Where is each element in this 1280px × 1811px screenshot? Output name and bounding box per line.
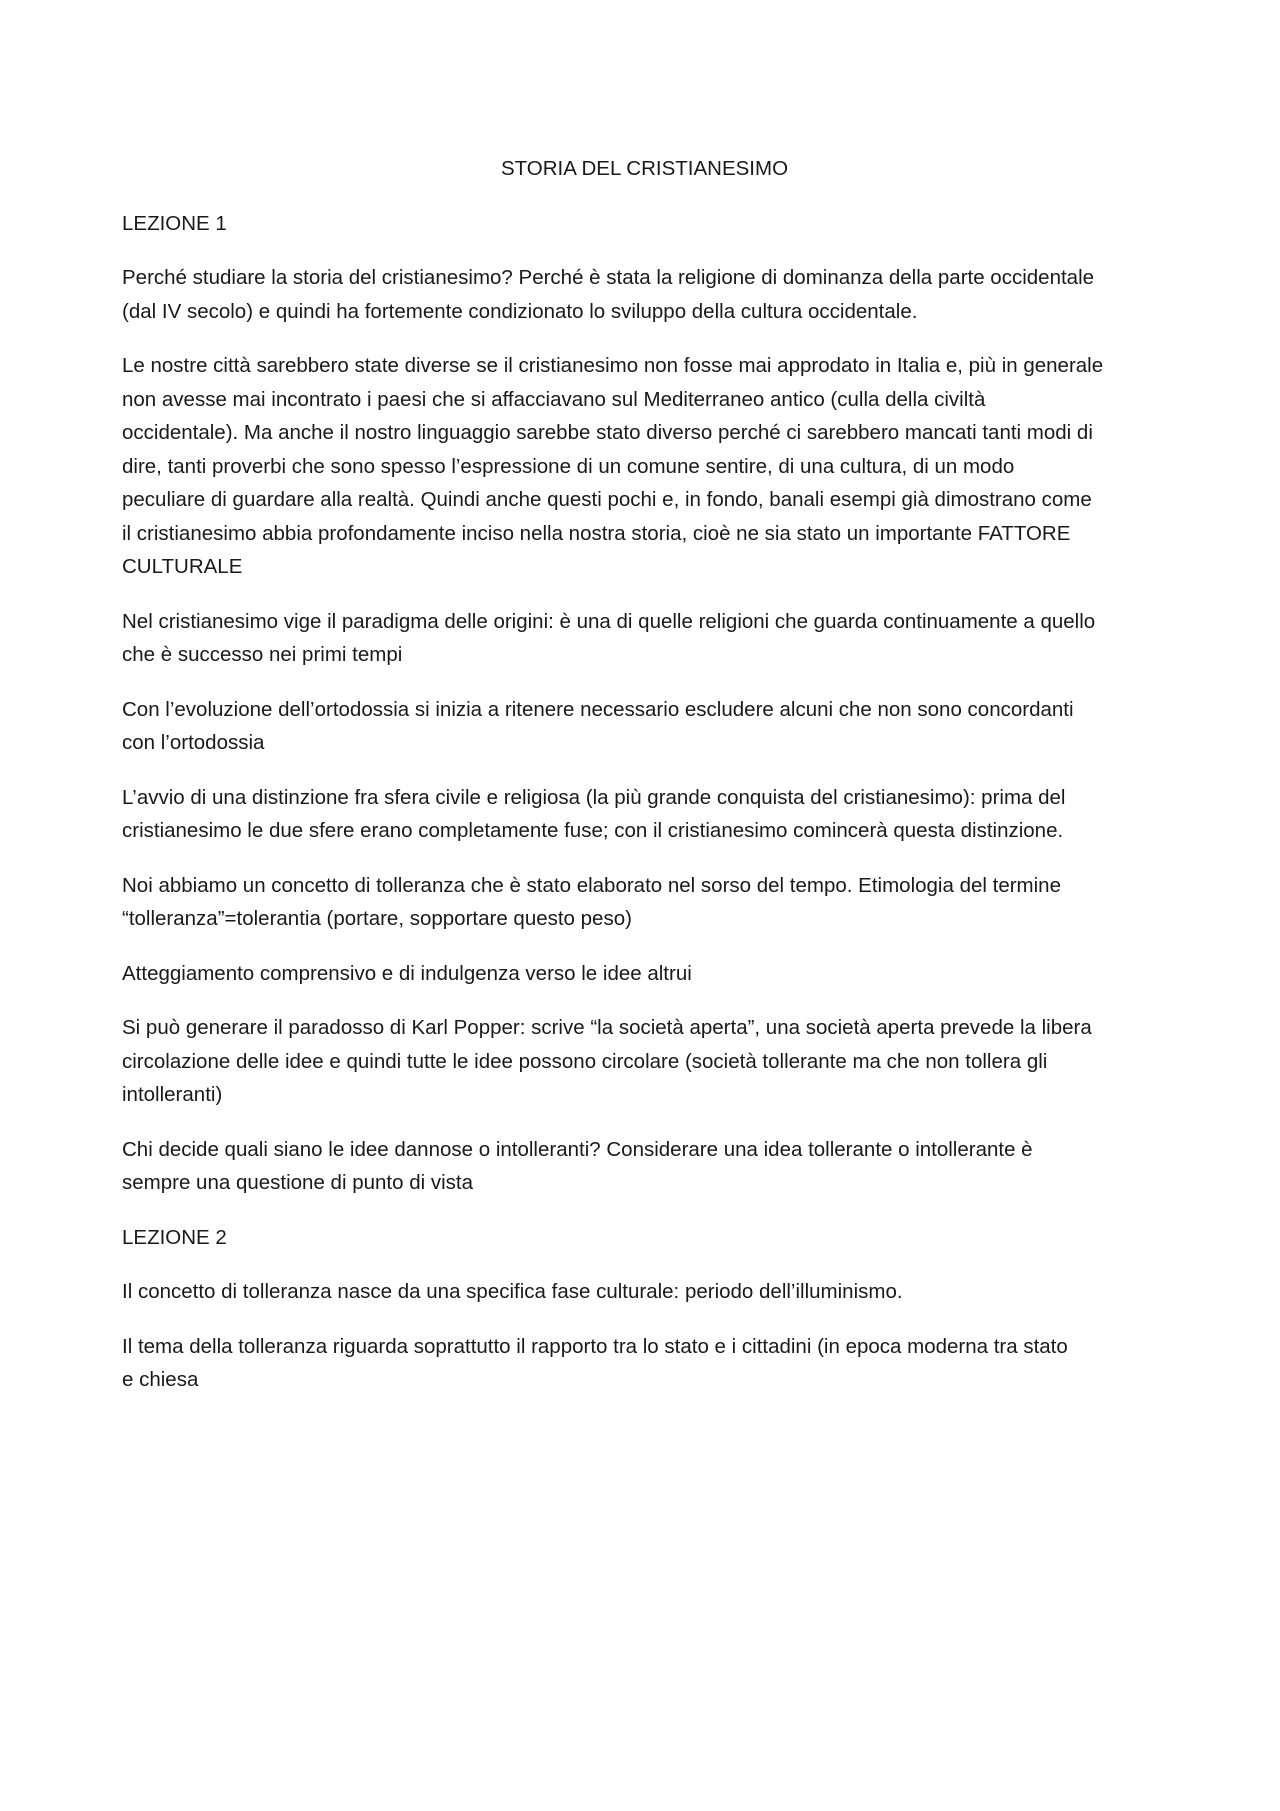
text-line: Chi decide quali siano le idee dannose o intolleranti? Considerare una idea tollerante o intollerante è: [122, 1137, 1033, 1161]
text-line: L’avvio di una distinzione fra sfera civile e religiosa (la più grande conquista del cristianesimo): prima del: [122, 785, 1066, 809]
text-line: Perché studiare la storia del cristianesimo? Perché è stata la religione di dominanza della parte occidentale: [122, 266, 1095, 289]
text-line: “tolleranza”=tolerantia (portare, sopportare questo peso): [122, 907, 632, 930]
text-line: non avesse mai incontrato i paesi che si affacciavano sul Mediterraneo antico (culla della civiltà: [122, 387, 986, 411]
text-line: sempre una questione di punto di vista: [122, 1171, 474, 1194]
text-line: Con l’evoluzione dell’ortodossia si inizia a ritenere necessario escludere alcuni che non sono concordanti: [122, 697, 1074, 721]
lesson-heading: [122, 1221, 1167, 1255]
text-line: CULTURALE: [122, 555, 243, 578]
text-line: LEZIONE 2: [122, 1225, 227, 1249]
document-title: STORIA DEL CRISTIANESIMO: [500, 157, 789, 180]
text-line: (dal IV secolo) e quindi ha fortemente condizionato lo sviluppo della cultura occidentale.: [122, 299, 918, 323]
paragraph: [122, 1133, 1167, 1200]
paragraph: [122, 1330, 1167, 1397]
text-line: Nel cristianesimo vige il paradigma delle origini: è una di quelle religioni che guarda continuamente a quello: [122, 609, 1096, 633]
paragraph: [122, 349, 1167, 584]
text-line: circolazione delle idee e quindi tutte le idee possono circolare (società tollerante ma che non tollera gli: [122, 1049, 1048, 1073]
text-line: cristianesimo le due sfere erano completamente fuse; con il cristianesimo comincerà questa distinzione.: [122, 819, 1064, 842]
text-line: dire, tanti proverbi che sono spesso l’espressione di un comune sentire, di una cultura, di un modo: [122, 454, 1015, 478]
text-line: Le nostre città sarebbero state diverse se il cristianesimo non fosse mai approdato in Italia e, più in generale: [122, 354, 1104, 377]
paragraph: [122, 261, 1167, 328]
text-line: LEZIONE 1: [122, 211, 227, 235]
paragraph: [122, 1275, 1167, 1309]
document-body: [122, 152, 1167, 1418]
paragraph-list: [122, 207, 1167, 1397]
text-line: il cristianesimo abbia profondamente inciso nella nostra storia, cioè ne sia stato un importante FATTORE: [122, 521, 1071, 545]
paragraph: [122, 957, 1167, 991]
text-line: occidentale). Ma anche il nostro linguaggio sarebbe stato diverso perché ci sarebbero mancati tanti modi di: [122, 421, 1093, 444]
text-line: Si può generare il paradosso di Karl Popper: scrive “la società aperta”, una società aperta prevede la libera: [122, 1016, 1092, 1039]
text-line: Il concetto di tolleranza nasce da una specifica fase culturale: periodo dell’illuminismo.: [122, 1280, 903, 1303]
paragraph: [122, 1011, 1167, 1112]
paragraph: [122, 605, 1167, 672]
text-line: con l’ortodossia: [122, 731, 265, 754]
text-line: che è successo nei primi tempi: [122, 643, 403, 666]
text-line: peculiare di guardare alla realtà. Quindi anche questi pochi e, in fondo, banali esempi già dimostrano come: [122, 488, 1092, 511]
paragraph: [122, 693, 1167, 760]
paragraph: [122, 781, 1167, 848]
text-line: Noi abbiamo un concetto di tolleranza che è stato elaborato nel sorso del tempo. Etimologia del termine: [122, 873, 1061, 897]
lesson-heading: [122, 207, 1167, 241]
paragraph: [122, 869, 1167, 936]
text-line: intolleranti): [122, 1083, 223, 1106]
text-line: Atteggiamento comprensivo e di indulgenza verso le idee altrui: [122, 961, 692, 985]
text-line: Il tema della tolleranza riguarda soprattutto il rapporto tra lo stato e i cittadini (in epoca moderna tra stato: [122, 1334, 1068, 1358]
text-line: e chiesa: [122, 1368, 199, 1391]
